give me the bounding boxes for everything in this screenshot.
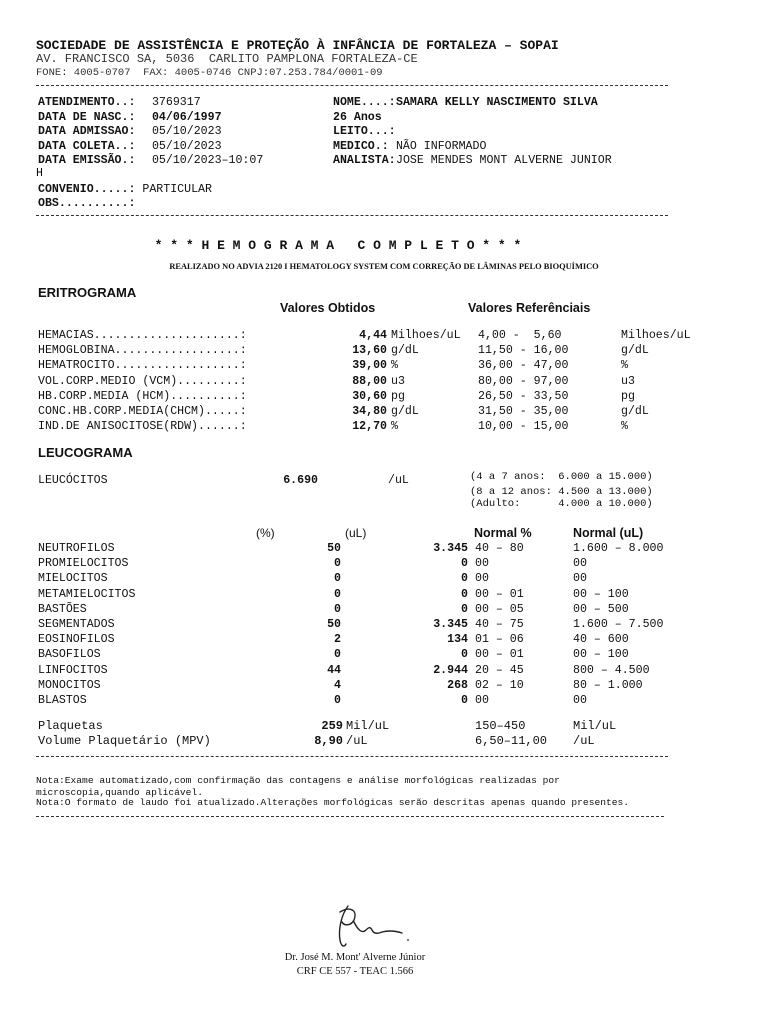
- eritro-name: HEMACIAS.....................:: [38, 329, 247, 342]
- plaq-value: 259: [321, 719, 343, 733]
- patient-field-value: 05/10/2023–10:07: [145, 154, 264, 167]
- eritro-ref: 10,00 - 15,00: [478, 420, 569, 434]
- plaq-ref-unit: Mil/uL: [573, 719, 617, 733]
- leuco-ul: 0: [461, 557, 468, 571]
- leuco-name: MIELOCITOS: [38, 572, 108, 586]
- eritro-value: 4,44: [359, 329, 387, 342]
- eritro-unit: Milhoes/uL: [391, 329, 461, 342]
- leucograma-heading: LEUCOGRAMA: [38, 445, 133, 460]
- leuco-pct: 2: [334, 633, 341, 647]
- eritro-ref: 4,00 - 5,60: [478, 329, 562, 342]
- eritro-ref: 31,50 - 35,00: [478, 405, 569, 418]
- convenio-value: PARTICULAR: [135, 183, 212, 196]
- eritro-value: 34,80: [352, 405, 387, 418]
- plaq-value: 8,90: [314, 734, 343, 748]
- patient-field-label: DATA ADMISSAO:: [38, 125, 136, 138]
- patient-field-value: 04/06/1997: [145, 110, 222, 124]
- leuco-pct: 44: [327, 663, 341, 677]
- leuco-normal-ul: 00 – 500: [573, 602, 629, 616]
- plaq-ref: 150–450: [475, 719, 526, 733]
- leuco-normal-pct: 00: [475, 694, 489, 707]
- leuco-name: BLASTOS: [38, 694, 87, 707]
- signature-name: Dr. José M. Mont' Alverne Júnior: [284, 952, 426, 963]
- leuco-ul: 0: [461, 694, 468, 707]
- patient-field-value: 05/10/2023: [145, 125, 222, 138]
- eritro-ref-unit: u3: [621, 374, 635, 388]
- patient-field-value: SAMARA KELLY NASCIMENTO SILVA: [396, 96, 598, 109]
- emission-wrap: H: [36, 167, 43, 180]
- leucocitos-ref-2: (8 a 12 anos: 4.500 a 13.000): [470, 486, 653, 498]
- patient-field-label: DATA DE NASC.:: [38, 110, 136, 124]
- eritro-name: CONC.HB.CORP.MEDIA(CHCM).....:: [38, 405, 247, 418]
- eritro-ref-unit: g/dL: [621, 344, 649, 358]
- plaq-name: Volume Plaquetário (MPV): [38, 734, 211, 748]
- leuco-pct: 0: [334, 648, 341, 662]
- exam-subtitle: REALIZADO NO ADVIA 2120 I HEMATOLOGY SYSTEM COM CORREÇÃO DE LÂMINAS PELO BIOQUÍMICO: [169, 262, 599, 271]
- divider: [36, 816, 664, 817]
- leuco-name: SEGMENTADOS: [38, 618, 115, 631]
- leuco-name: BASOFILOS: [38, 648, 101, 662]
- plaq-ref: 6,50–11,00: [475, 734, 548, 748]
- eritro-name: HEMOGLOBINA..................:: [38, 344, 247, 358]
- patient-field-label: DATA EMISSÃO.:: [38, 154, 136, 167]
- leuco-normal-pct: 00 – 01: [475, 648, 524, 662]
- leuco-normal-ul: 00: [573, 694, 587, 707]
- col-normal-pct: Normal %: [474, 526, 532, 540]
- leuco-name: METAMIELOCITOS: [38, 587, 136, 601]
- leuco-name: BASTÕES: [38, 602, 87, 616]
- leuco-normal-pct: 00 – 05: [475, 602, 524, 616]
- leuco-normal-pct: 00: [475, 572, 489, 586]
- leuco-normal-ul: 800 – 4.500: [573, 663, 650, 677]
- eritro-ref: 11,50 - 16,00: [478, 344, 569, 358]
- leucocitos-value: 6.690: [283, 474, 318, 487]
- patient-field-value: 05/10/2023: [145, 139, 222, 153]
- leuco-ul: 2.944: [433, 663, 468, 677]
- leucocitos-label: LEUCÓCITOS: [38, 474, 108, 487]
- leuco-name: EOSINOFILOS: [38, 633, 115, 647]
- patient-field-label: ANALISTA:: [333, 154, 396, 167]
- leuco-normal-ul: 80 – 1.000: [573, 678, 643, 692]
- eritrograma-heading: ERITROGRAMA: [38, 285, 137, 300]
- leuco-pct: 0: [334, 602, 341, 616]
- leuco-ul: 0: [461, 602, 468, 616]
- eritro-ref-unit: %: [621, 359, 628, 373]
- leuco-normal-ul: 00 – 100: [573, 587, 629, 601]
- plaq-name: Plaquetas: [38, 719, 103, 733]
- divider: [36, 85, 668, 86]
- convenio-row: [38, 182, 212, 197]
- leuco-ul: 134: [447, 633, 468, 647]
- leuco-name: MONOCITOS: [38, 678, 101, 692]
- obs-label: OBS..........:: [38, 197, 136, 210]
- col-valores-referenciais: Valores Referênciais: [468, 301, 591, 315]
- eritro-ref: 26,50 - 33,50: [478, 389, 569, 403]
- divider: [36, 756, 668, 757]
- col-valores-obtidos: Valores Obtidos: [280, 301, 376, 315]
- leucocitos-ref-1: (4 a 7 anos: 6.000 a 15.000): [470, 471, 653, 483]
- patient-field-label: ATENDIMENTO..:: [38, 96, 136, 109]
- eritro-unit: %: [391, 420, 398, 434]
- leuco-normal-pct: 40 – 75: [475, 618, 524, 631]
- patient-field-value: 3769317: [145, 96, 201, 109]
- plaq-unit: /uL: [346, 734, 368, 748]
- patient-field-label: MEDICO.:: [333, 139, 389, 153]
- note-2: Nota:O formato de laudo foi atualizado.Alterações morfológicas serão descritas apenas quando presentes.: [36, 797, 629, 808]
- col-ul: (uL): [345, 526, 367, 540]
- eritro-unit: u3: [391, 374, 405, 388]
- leucocitos-ref-3: (Adulto: 4.000 a 10.000): [470, 498, 653, 510]
- eritro-name: HEMATROCITO..................:: [38, 359, 247, 373]
- leuco-pct: 0: [334, 557, 341, 571]
- leuco-ul: 0: [461, 572, 468, 586]
- eritro-name: HB.CORP.MEDIA (HCM)..........:: [38, 389, 247, 403]
- eritro-value: 13,60: [352, 344, 387, 358]
- leuco-name: PROMIELOCITOS: [38, 557, 129, 571]
- leuco-name: NEUTROFILOS: [38, 542, 115, 555]
- leuco-pct: 4: [334, 678, 341, 692]
- patient-field-label: NOME....:: [333, 96, 396, 109]
- leuco-normal-ul: 1.600 – 7.500: [573, 618, 664, 631]
- leuco-pct: 50: [327, 542, 341, 555]
- col-normal-ul: Normal (uL): [573, 526, 644, 540]
- eritro-ref-unit: %: [621, 420, 628, 434]
- leuco-normal-ul: 00: [573, 557, 587, 571]
- eritro-name: VOL.CORP.MEDIO (VCM).........:: [38, 374, 247, 388]
- leuco-normal-ul: 00 – 100: [573, 648, 629, 662]
- leuco-pct: 50: [327, 618, 341, 631]
- leuco-ul: 0: [461, 587, 468, 601]
- leuco-normal-pct: 02 – 10: [475, 678, 524, 692]
- leuco-ul: 0: [461, 648, 468, 662]
- eritro-unit: %: [391, 359, 398, 373]
- eritro-ref-unit: g/dL: [621, 405, 649, 418]
- leuco-normal-pct: 00: [475, 557, 489, 571]
- leuco-pct: 0: [334, 587, 341, 601]
- eritro-unit: g/dL: [391, 405, 419, 418]
- org-contact: FONE: 4005-0707 FAX: 4005-0746 CNPJ:07.253.784/0001-09: [36, 67, 383, 79]
- leuco-normal-ul: 1.600 – 8.000: [573, 542, 664, 555]
- leuco-name: LINFOCITOS: [38, 663, 108, 677]
- leuco-pct: 0: [334, 694, 341, 707]
- plaq-unit: Mil/uL: [346, 719, 390, 733]
- signature-crf: CRF CE 557 - TEAC 1.566: [296, 966, 414, 977]
- exam-title: * * * H E M O G R A M A C O M P L E T O * * *: [154, 238, 522, 253]
- org-address: AV. FRANCISCO SA, 5036 CARLITO PAMPLONA FORTALEZA-CE: [36, 52, 418, 66]
- col-pct: (%): [256, 526, 275, 540]
- leuco-ul: 3.345: [433, 542, 468, 555]
- eritro-ref: 36,00 - 47,00: [478, 359, 569, 373]
- patient-field-value: NÃO INFORMADO: [389, 139, 487, 153]
- note-1b: microscopia,quando aplicável.: [36, 787, 203, 798]
- leuco-ul: 268: [447, 678, 468, 692]
- eritro-value: 12,70: [352, 420, 387, 434]
- patient-field-value: JOSE MENDES MONT ALVERNE JUNIOR: [396, 154, 612, 167]
- leuco-normal-pct: 40 – 80: [475, 542, 524, 555]
- leuco-normal-ul: 40 – 600: [573, 633, 629, 647]
- convenio-label: CONVENIO.....:: [38, 183, 136, 196]
- eritro-value: 30,60: [352, 389, 387, 403]
- divider: [36, 215, 668, 216]
- eritro-value: 88,00: [352, 374, 387, 388]
- leuco-normal-pct: 01 – 06: [475, 633, 524, 647]
- note-1a: Nota:Exame automatizado,com confirmação das contagens e análise morfológicas realizadas por: [36, 775, 560, 786]
- leuco-normal-ul: 00: [573, 572, 587, 586]
- eritro-ref: 80,00 - 97,00: [478, 374, 569, 388]
- leuco-normal-pct: 20 – 45: [475, 663, 524, 677]
- eritro-unit: pg: [391, 389, 405, 403]
- leuco-ul: 3.345: [433, 618, 468, 631]
- patient-field-value: 26 Anos: [333, 110, 382, 124]
- leuco-pct: 0: [334, 572, 341, 586]
- eritro-name: IND.DE ANISOCITOSE(RDW)......:: [38, 420, 247, 434]
- eritro-unit: g/dL: [391, 344, 419, 358]
- leucocitos-unit: /uL: [388, 474, 409, 487]
- patient-field-label: DATA COLETA..:: [38, 139, 136, 153]
- patient-field-label: LEITO...:: [333, 125, 396, 138]
- eritro-ref-unit: pg: [621, 389, 635, 403]
- signature-image: [320, 900, 420, 952]
- org-name: SOCIEDADE DE ASSISTÊNCIA E PROTEÇÃO À INFÂNCIA DE FORTALEZA – SOPAI: [36, 38, 559, 53]
- eritro-value: 39,00: [352, 359, 387, 373]
- plaq-ref-unit: /uL: [573, 734, 595, 748]
- leuco-normal-pct: 00 – 01: [475, 587, 524, 601]
- eritro-ref-unit: Milhoes/uL: [621, 329, 691, 342]
